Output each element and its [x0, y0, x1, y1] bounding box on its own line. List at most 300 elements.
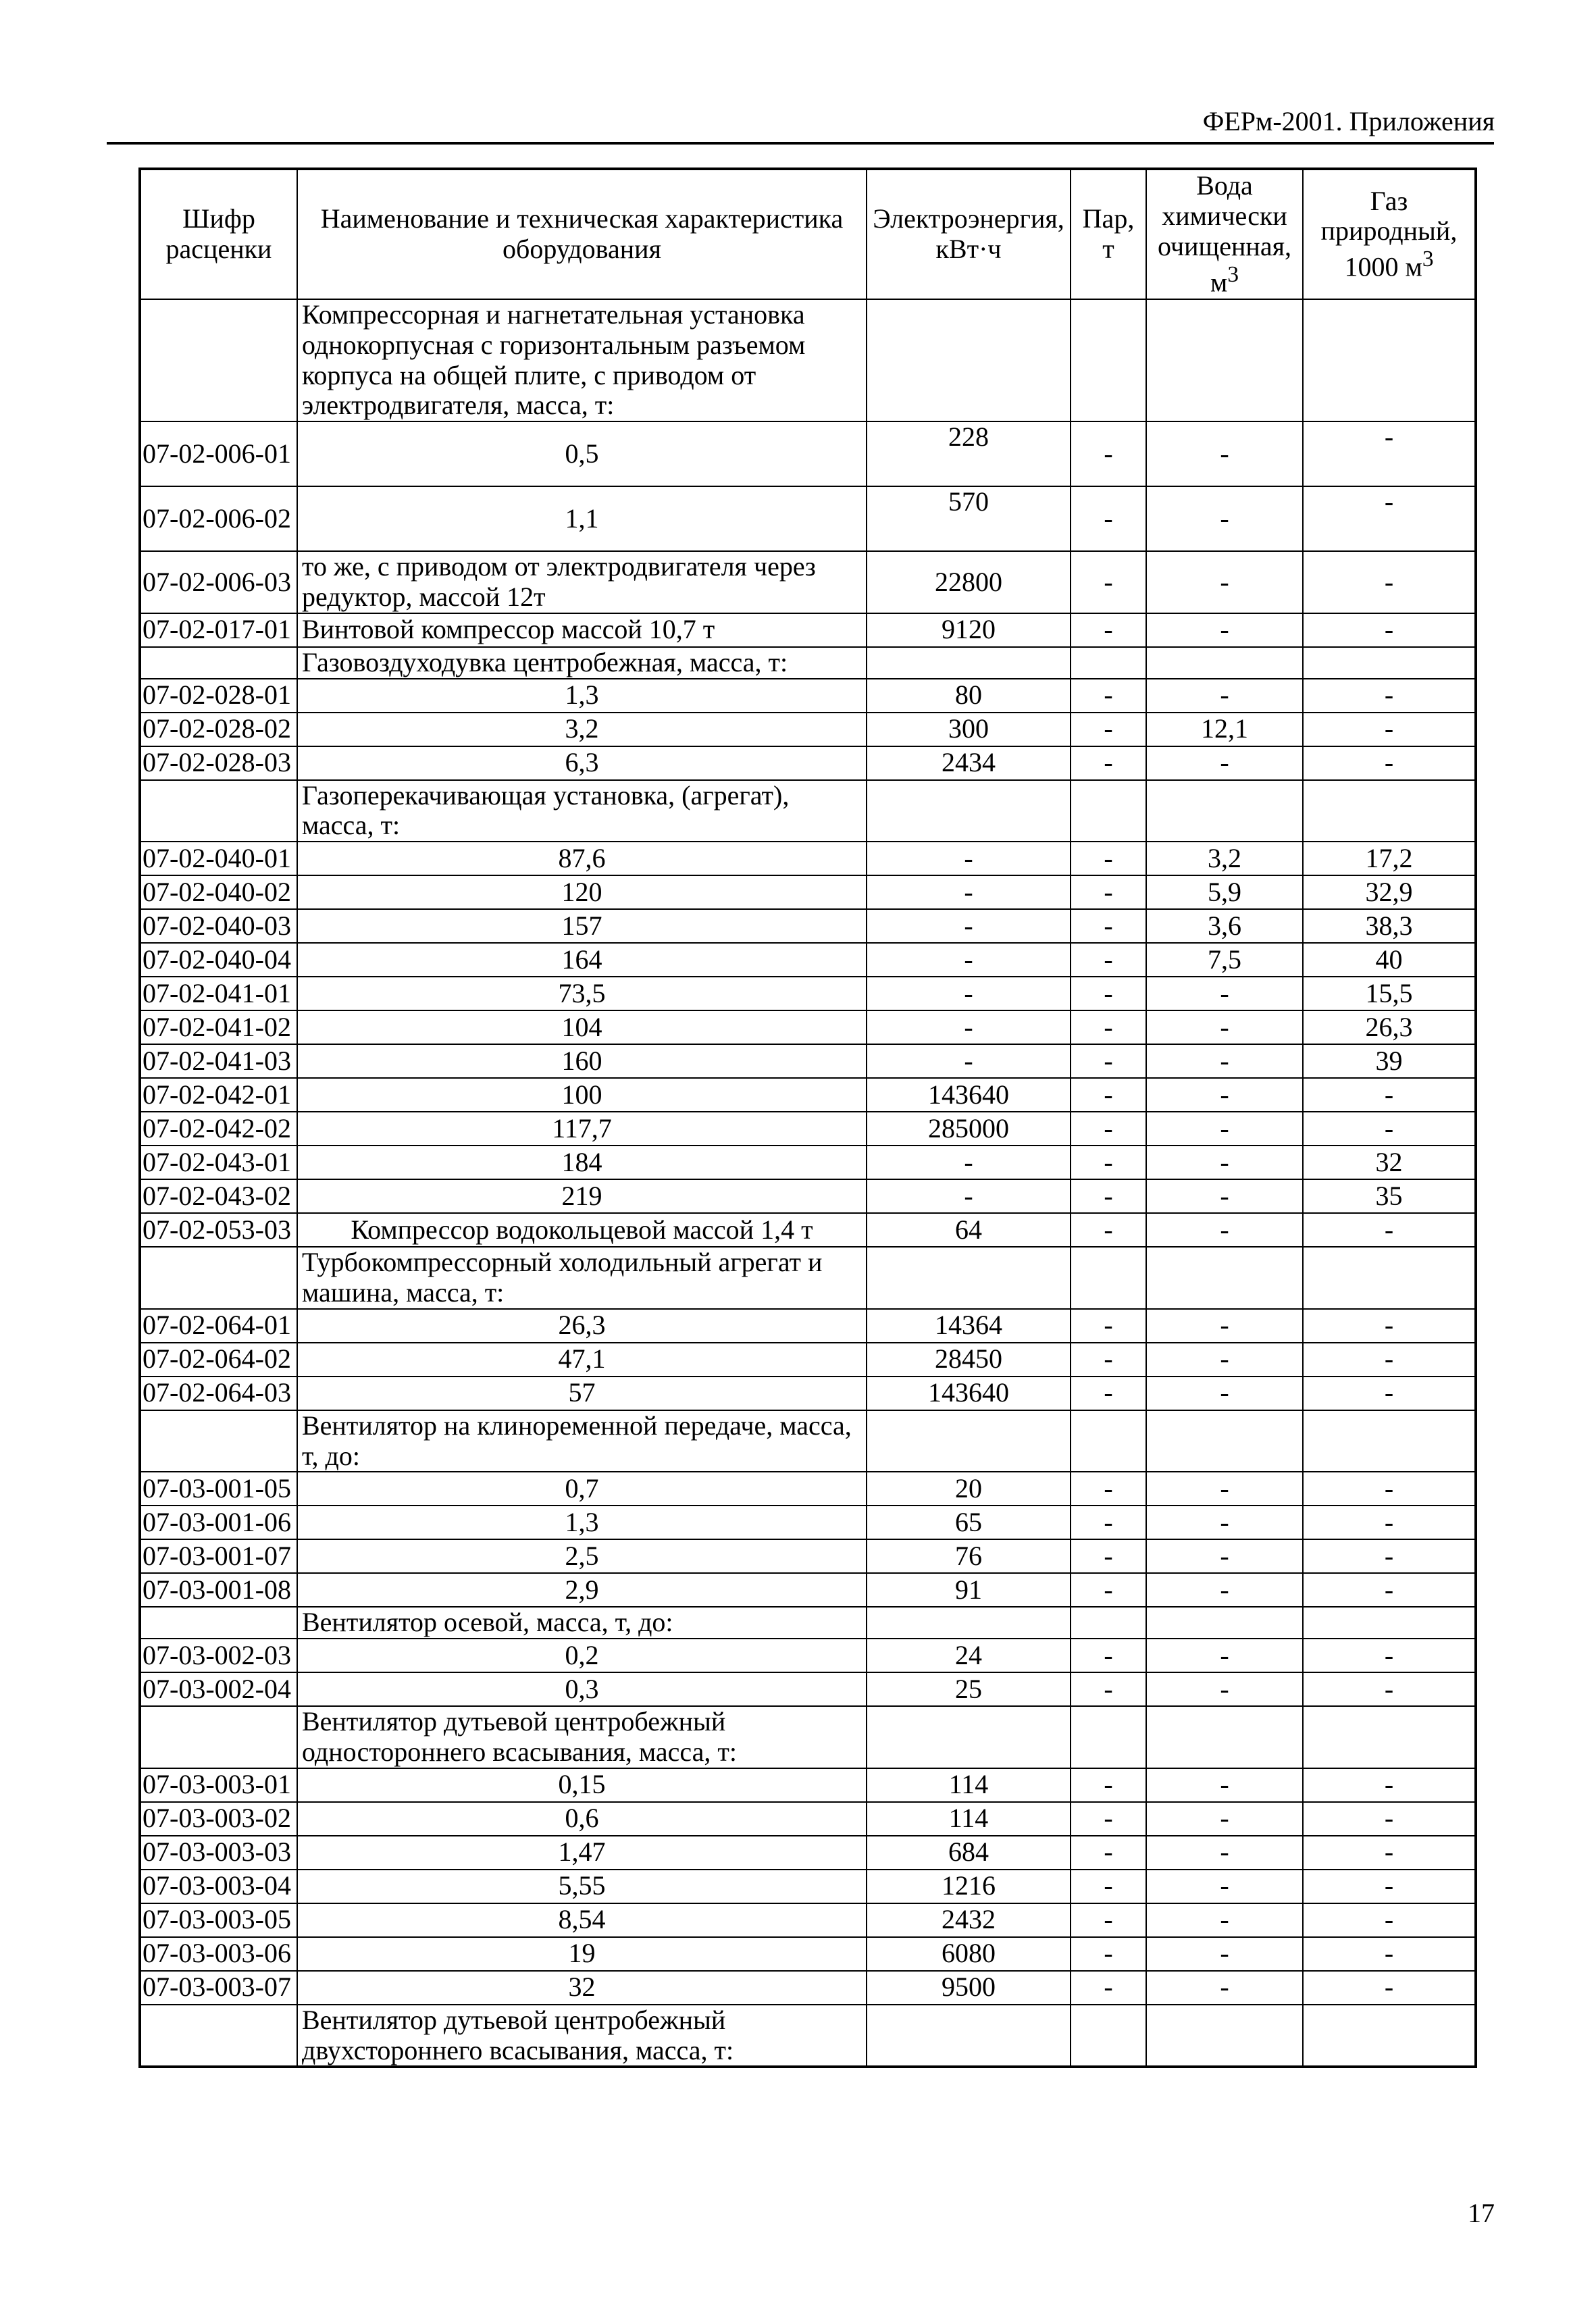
cell-electricity: 300 [867, 713, 1071, 746]
cell-gas: - [1303, 1472, 1476, 1506]
cell-code: 07-03-003-02 [140, 1802, 297, 1836]
cell-gas: 40 [1303, 943, 1476, 977]
table-row [140, 943, 1476, 977]
cell-gas: 15,5 [1303, 977, 1476, 1010]
cell-water: - [1146, 1802, 1303, 1836]
cell-name: 73,5 [297, 977, 867, 1010]
cell-water [1146, 299, 1303, 421]
cell-gas: 38,3 [1303, 909, 1476, 943]
cell-gas: - [1303, 1870, 1476, 1903]
cell-water: - [1146, 1903, 1303, 1937]
cell-steam [1071, 299, 1146, 421]
table-group-row [140, 1410, 1476, 1472]
cell-gas: - [1303, 486, 1476, 551]
cell-name: 0,7 [297, 1472, 867, 1506]
cell-water: - [1146, 421, 1303, 486]
cell-name: 3,2 [297, 713, 867, 746]
cell-gas: - [1303, 1639, 1476, 1672]
cell-gas: - [1303, 1573, 1476, 1607]
cell-electricity: 28450 [867, 1343, 1071, 1377]
cell-steam: - [1071, 1672, 1146, 1706]
cell-name: 0,3 [297, 1672, 867, 1706]
table-group-row [140, 1607, 1476, 1639]
cell-code [140, 647, 297, 679]
cell-steam: - [1071, 1044, 1146, 1078]
cell-steam: - [1071, 1768, 1146, 1802]
cell-code: 07-02-043-02 [140, 1179, 297, 1213]
cell-code [140, 299, 297, 421]
cell-steam: - [1071, 1573, 1146, 1607]
cell-gas: - [1303, 1377, 1476, 1410]
table-row [140, 875, 1476, 909]
cell-code: 07-02-041-03 [140, 1044, 297, 1078]
cell-electricity: 20 [867, 1472, 1071, 1506]
cell-water [1146, 2005, 1303, 2067]
header-gas-superscript: 3 [1422, 247, 1434, 272]
cell-steam [1071, 1706, 1146, 1768]
table-row [140, 421, 1476, 486]
cell-water: - [1146, 1343, 1303, 1377]
cell-gas [1303, 2005, 1476, 2067]
cell-name: Газовоздуходувка центробежная, масса, т: [297, 647, 867, 679]
cell-water: - [1146, 1179, 1303, 1213]
cell-electricity: - [867, 943, 1071, 977]
cell-electricity: 65 [867, 1506, 1071, 1539]
cell-code [140, 2005, 297, 2067]
cell-water: - [1146, 1506, 1303, 1539]
cell-gas: - [1303, 551, 1476, 613]
cell-steam: - [1071, 1078, 1146, 1112]
cell-gas [1303, 1706, 1476, 1768]
cell-water: - [1146, 1672, 1303, 1706]
header-rule [107, 142, 1494, 145]
page-header-title: ФЕРм-2001. Приложения [1202, 106, 1495, 136]
table-row [140, 1010, 1476, 1044]
cell-name: Турбокомпрессорный холодильный агрегат и машина, масса, т: [297, 1247, 867, 1309]
cell-gas: - [1303, 421, 1476, 486]
table-row [140, 746, 1476, 780]
cell-steam: - [1071, 1539, 1146, 1573]
cell-electricity: 14364 [867, 1309, 1071, 1343]
table-row [140, 1179, 1476, 1213]
cell-gas: 35 [1303, 1179, 1476, 1213]
cell-code: 07-02-041-02 [140, 1010, 297, 1044]
cell-gas [1303, 1410, 1476, 1472]
cell-code: 07-02-040-03 [140, 909, 297, 943]
cell-gas: - [1303, 1802, 1476, 1836]
cell-gas: - [1303, 1937, 1476, 1971]
cell-water: - [1146, 1937, 1303, 1971]
cell-code: 07-03-003-04 [140, 1870, 297, 1903]
table-row [140, 1802, 1476, 1836]
cell-water: - [1146, 679, 1303, 713]
cell-steam: - [1071, 1937, 1146, 1971]
table-row [140, 1903, 1476, 1937]
cell-electricity: 25 [867, 1672, 1071, 1706]
table-row [140, 1343, 1476, 1377]
cell-electricity: - [867, 842, 1071, 875]
cell-steam: - [1071, 977, 1146, 1010]
cell-name: Вентилятор дутьевой центробежный одностороннего всасывания, масса, т: [297, 1706, 867, 1768]
cell-electricity [867, 780, 1071, 842]
cell-gas: 17,2 [1303, 842, 1476, 875]
cell-name: 0,5 [297, 421, 867, 486]
cell-electricity [867, 2005, 1071, 2067]
table-row [140, 909, 1476, 943]
cell-water [1146, 780, 1303, 842]
cell-steam: - [1071, 613, 1146, 647]
cell-name: 1,3 [297, 679, 867, 713]
cell-name: 8,54 [297, 1903, 867, 1937]
cell-gas [1303, 299, 1476, 421]
cell-name: Вентилятор на клиноременной передаче, масса, т, до: [297, 1410, 867, 1472]
header-water-label: Вода химически очищенная, м [1157, 170, 1291, 297]
table-row [140, 1112, 1476, 1146]
cell-electricity: 1216 [867, 1870, 1071, 1903]
cell-gas: - [1303, 1343, 1476, 1377]
cell-water: - [1146, 613, 1303, 647]
cell-electricity: 114 [867, 1802, 1071, 1836]
cell-electricity: 228 [867, 421, 1071, 486]
cell-steam: - [1071, 1639, 1146, 1672]
cell-gas: - [1303, 1506, 1476, 1539]
cell-water: 3,6 [1146, 909, 1303, 943]
cell-name: 184 [297, 1146, 867, 1179]
cell-electricity: 9500 [867, 1971, 1071, 2005]
cell-electricity [867, 1607, 1071, 1639]
cell-code: 07-03-001-06 [140, 1506, 297, 1539]
cell-electricity [867, 647, 1071, 679]
table-row [140, 1768, 1476, 1802]
table-row [140, 1870, 1476, 1903]
cell-name: 164 [297, 943, 867, 977]
cell-water [1146, 1607, 1303, 1639]
cell-water: - [1146, 1309, 1303, 1343]
cell-code: 07-02-040-04 [140, 943, 297, 977]
cell-electricity: - [867, 1146, 1071, 1179]
cell-water [1146, 647, 1303, 679]
cell-code: 07-02-006-03 [140, 551, 297, 613]
cell-name: 87,6 [297, 842, 867, 875]
cell-water [1146, 1410, 1303, 1472]
cell-water: - [1146, 1146, 1303, 1179]
cell-water [1146, 1247, 1303, 1309]
cell-electricity: - [867, 1010, 1071, 1044]
table-row [140, 486, 1476, 551]
cell-water: - [1146, 746, 1303, 780]
cell-code: 07-03-003-06 [140, 1937, 297, 1971]
cell-code: 07-02-028-03 [140, 746, 297, 780]
cell-steam: - [1071, 1472, 1146, 1506]
table-row [140, 1213, 1476, 1247]
cell-steam: - [1071, 746, 1146, 780]
cell-gas: - [1303, 1971, 1476, 2005]
cell-electricity [867, 1410, 1071, 1472]
cell-code: 07-02-064-02 [140, 1343, 297, 1377]
table-row [140, 1146, 1476, 1179]
cell-electricity: 2432 [867, 1903, 1071, 1937]
cell-gas: - [1303, 1836, 1476, 1870]
cell-code [140, 1706, 297, 1768]
cell-electricity: 24 [867, 1639, 1071, 1672]
cell-water: 12,1 [1146, 713, 1303, 746]
cell-name: 160 [297, 1044, 867, 1078]
table-row [140, 1639, 1476, 1672]
cell-steam: - [1071, 1112, 1146, 1146]
cell-electricity: - [867, 1044, 1071, 1078]
table-group-row [140, 780, 1476, 842]
cell-code: 07-02-064-01 [140, 1309, 297, 1343]
header-name: Наименование и техническая характеристика оборудования [297, 169, 867, 299]
cell-code [140, 780, 297, 842]
cell-name: Компрессор водокольцевой массой 1,4 т [297, 1213, 867, 1247]
header-gas [1303, 169, 1476, 299]
table-row [140, 1472, 1476, 1506]
cell-water: - [1146, 551, 1303, 613]
cell-name: то же, с приводом от электродвигателя через редуктор, массой 12т [297, 551, 867, 613]
cell-name: 19 [297, 1937, 867, 1971]
cell-steam: - [1071, 486, 1146, 551]
cell-code: 07-02-006-01 [140, 421, 297, 486]
cell-name: 5,55 [297, 1870, 867, 1903]
cell-code: 07-03-003-01 [140, 1768, 297, 1802]
cell-code: 07-02-028-01 [140, 679, 297, 713]
cell-name: 100 [297, 1078, 867, 1112]
cell-steam: - [1071, 1179, 1146, 1213]
cell-gas [1303, 780, 1476, 842]
cell-water: - [1146, 1639, 1303, 1672]
table-row [140, 1078, 1476, 1112]
cell-steam: - [1071, 842, 1146, 875]
cell-steam: - [1071, 1870, 1146, 1903]
cell-electricity [867, 1706, 1071, 1768]
header-water-superscript: 3 [1227, 261, 1239, 287]
cell-name: 0,15 [297, 1768, 867, 1802]
cell-steam [1071, 1247, 1146, 1309]
cell-gas: - [1303, 1309, 1476, 1343]
cell-code: 07-02-041-01 [140, 977, 297, 1010]
header-water [1146, 169, 1303, 299]
cell-name: 57 [297, 1377, 867, 1410]
cell-code: 07-02-040-02 [140, 875, 297, 909]
cell-gas: 32,9 [1303, 875, 1476, 909]
cell-gas: 32 [1303, 1146, 1476, 1179]
cell-code: 07-02-040-01 [140, 842, 297, 875]
table-header-row [140, 169, 1476, 299]
cell-electricity: 143640 [867, 1377, 1071, 1410]
table-row [140, 842, 1476, 875]
cell-electricity: 76 [867, 1539, 1071, 1573]
table-row [140, 1309, 1476, 1343]
cell-gas: - [1303, 613, 1476, 647]
header-steam: Пар, т [1071, 169, 1146, 299]
cell-steam [1071, 2005, 1146, 2067]
table-row [140, 713, 1476, 746]
cell-water: - [1146, 1078, 1303, 1112]
cell-name: 26,3 [297, 1309, 867, 1343]
cell-electricity: 684 [867, 1836, 1071, 1870]
cell-name: 2,9 [297, 1573, 867, 1607]
cell-name: Вентилятор осевой, масса, т, до: [297, 1607, 867, 1639]
page-number: 17 [1468, 2198, 1495, 2228]
cell-gas: - [1303, 679, 1476, 713]
cell-code: 07-03-003-03 [140, 1836, 297, 1870]
cell-name: Вентилятор дутьевой центробежный двухстороннего всасывания, масса, т: [297, 2005, 867, 2067]
cell-gas: - [1303, 713, 1476, 746]
table-row [140, 613, 1476, 647]
cell-code [140, 1607, 297, 1639]
cell-steam: - [1071, 943, 1146, 977]
cell-gas: - [1303, 1768, 1476, 1802]
table-row [140, 977, 1476, 1010]
cell-steam: - [1071, 875, 1146, 909]
cell-name: 1,47 [297, 1836, 867, 1870]
table-row [140, 1971, 1476, 2005]
cell-gas: - [1303, 1903, 1476, 1937]
cell-water: - [1146, 977, 1303, 1010]
cell-gas: - [1303, 1672, 1476, 1706]
cell-steam: - [1071, 1010, 1146, 1044]
table-group-row [140, 2005, 1476, 2067]
cell-water: - [1146, 1472, 1303, 1506]
cell-gas: - [1303, 746, 1476, 780]
cell-water: - [1146, 1836, 1303, 1870]
cell-code: 07-02-064-03 [140, 1377, 297, 1410]
cell-electricity: - [867, 977, 1071, 1010]
cell-gas: - [1303, 1112, 1476, 1146]
cell-name: 104 [297, 1010, 867, 1044]
header-code: Шифр расценки [140, 169, 297, 299]
cell-steam: - [1071, 713, 1146, 746]
cell-electricity: 2434 [867, 746, 1071, 780]
cell-electricity [867, 1247, 1071, 1309]
cell-electricity: 80 [867, 679, 1071, 713]
header-gas-label: Газ природный, 1000 м [1320, 185, 1458, 282]
cell-water: - [1146, 1539, 1303, 1573]
cell-steam [1071, 780, 1146, 842]
cell-name: 2,5 [297, 1539, 867, 1573]
cell-code: 07-02-043-01 [140, 1146, 297, 1179]
table-body [140, 299, 1476, 2067]
cell-gas: - [1303, 1078, 1476, 1112]
cell-electricity: 6080 [867, 1937, 1071, 1971]
cell-electricity: 9120 [867, 613, 1071, 647]
cell-name: Винтовой компрессор массой 10,7 т [297, 613, 867, 647]
header-electricity: Электроэнергия, кВт·ч [867, 169, 1071, 299]
cell-water: - [1146, 1377, 1303, 1410]
cell-water: - [1146, 1213, 1303, 1247]
cell-gas: 39 [1303, 1044, 1476, 1078]
cell-code: 07-02-042-02 [140, 1112, 297, 1146]
cell-electricity: - [867, 1179, 1071, 1213]
cell-code: 07-03-003-05 [140, 1903, 297, 1937]
cell-steam: - [1071, 1213, 1146, 1247]
cell-water [1146, 1706, 1303, 1768]
cell-water: - [1146, 1573, 1303, 1607]
cell-steam: - [1071, 1146, 1146, 1179]
cell-name: 1,3 [297, 1506, 867, 1539]
table-row [140, 551, 1476, 613]
cell-steam: - [1071, 1506, 1146, 1539]
cell-name: 157 [297, 909, 867, 943]
cell-steam [1071, 1607, 1146, 1639]
cell-steam: - [1071, 909, 1146, 943]
cell-electricity: - [867, 875, 1071, 909]
table-row [140, 1539, 1476, 1573]
cell-electricity: 64 [867, 1213, 1071, 1247]
table-group-row [140, 1247, 1476, 1309]
cell-electricity: 570 [867, 486, 1071, 551]
cell-name: 47,1 [297, 1343, 867, 1377]
cell-water: - [1146, 1971, 1303, 2005]
cell-gas: 26,3 [1303, 1010, 1476, 1044]
cell-electricity: 143640 [867, 1078, 1071, 1112]
cell-steam: - [1071, 1309, 1146, 1343]
cell-code: 07-02-006-02 [140, 486, 297, 551]
cell-steam: - [1071, 1836, 1146, 1870]
cell-code: 07-02-053-03 [140, 1213, 297, 1247]
cell-water: - [1146, 1112, 1303, 1146]
table-row [140, 1937, 1476, 1971]
cell-name: 6,3 [297, 746, 867, 780]
cell-water: - [1146, 1010, 1303, 1044]
cell-code: 07-03-001-07 [140, 1539, 297, 1573]
cell-code [140, 1410, 297, 1472]
cell-code: 07-03-003-07 [140, 1971, 297, 2005]
cell-water: - [1146, 1870, 1303, 1903]
cell-water: - [1146, 1044, 1303, 1078]
cell-code: 07-02-042-01 [140, 1078, 297, 1112]
cell-name: 0,6 [297, 1802, 867, 1836]
cell-code [140, 1247, 297, 1309]
cell-name: 1,1 [297, 486, 867, 551]
table-row [140, 1672, 1476, 1706]
cell-electricity: - [867, 909, 1071, 943]
cell-gas [1303, 1247, 1476, 1309]
table-row [140, 679, 1476, 713]
table-row [140, 1044, 1476, 1078]
table-row [140, 1836, 1476, 1870]
cell-steam: - [1071, 1903, 1146, 1937]
cell-electricity: 22800 [867, 551, 1071, 613]
cell-electricity: 114 [867, 1768, 1071, 1802]
cell-electricity: 91 [867, 1573, 1071, 1607]
cell-name: 117,7 [297, 1112, 867, 1146]
table-group-row [140, 1706, 1476, 1768]
table-group-row [140, 299, 1476, 421]
cell-steam: - [1071, 421, 1146, 486]
cell-electricity: 285000 [867, 1112, 1071, 1146]
cell-steam [1071, 647, 1146, 679]
cell-name: Газоперекачивающая установка, (агрегат), масса, т: [297, 780, 867, 842]
cell-code: 07-02-017-01 [140, 613, 297, 647]
cell-code: 07-03-002-03 [140, 1639, 297, 1672]
cell-name: 219 [297, 1179, 867, 1213]
cell-code: 07-03-001-05 [140, 1472, 297, 1506]
cell-code: 07-03-002-04 [140, 1672, 297, 1706]
cell-water: 7,5 [1146, 943, 1303, 977]
cell-gas: - [1303, 1213, 1476, 1247]
cell-steam: - [1071, 1971, 1146, 2005]
cell-name: 120 [297, 875, 867, 909]
cell-water: 5,9 [1146, 875, 1303, 909]
cell-name: 32 [297, 1971, 867, 2005]
cell-electricity [867, 299, 1071, 421]
cell-gas [1303, 647, 1476, 679]
cell-name: 0,2 [297, 1639, 867, 1672]
cell-steam: - [1071, 679, 1146, 713]
cell-steam: - [1071, 1377, 1146, 1410]
